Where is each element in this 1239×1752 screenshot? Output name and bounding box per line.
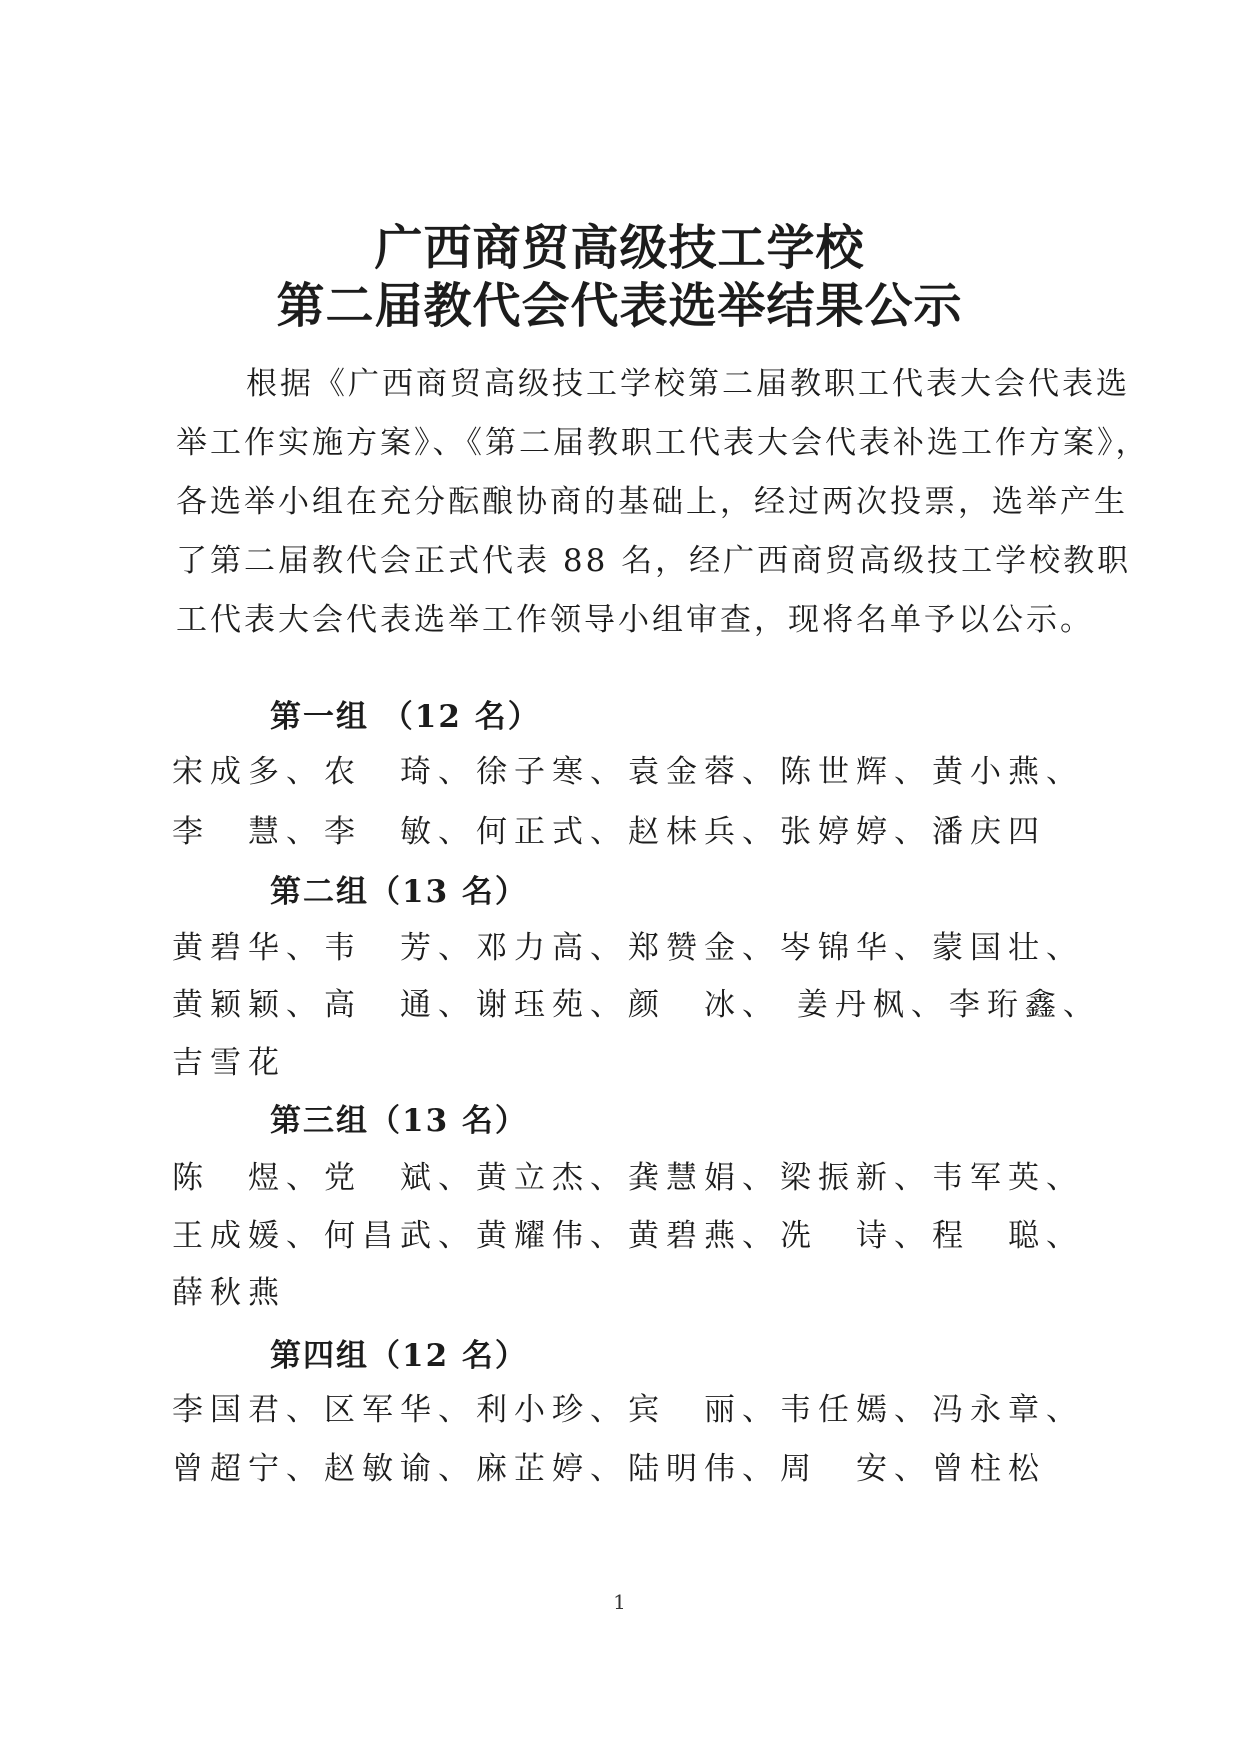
group-3-names-line: 陈 煜、党 斌、黄立杰、龚慧娟、梁振新、韦军英、 — [172, 1160, 1084, 1196]
group-4-names-line: 曾超宁、赵敏谕、麻芷婷、陆明伟、周 安、曾柱松 — [172, 1451, 1046, 1487]
paragraph-line: 了第二届教代会正式代表 88 名，经广西商贸高级技工学校教职 — [176, 543, 1132, 579]
group-1-names-line: 李 慧、李 敏、何正式、赵枺兵、张婷婷、潘庆四 — [172, 814, 1046, 850]
group-2-names-line: 黄碧华、韦 芳、邓力高、郑赞金、岑锦华、蒙国壮、 — [172, 930, 1084, 966]
group-2-names-line: 吉雪花 — [172, 1045, 286, 1081]
paragraph-line: 各选举小组在充分酝酿协商的基础上，经过两次投票，选举产生 — [176, 484, 1128, 520]
document-title-line-2: 第二届教代会代表选举结果公示 — [276, 278, 963, 334]
intro-paragraph — [176, 355, 1150, 650]
paragraph-line: 根据《广西商贸高级技工学校第二届教职工代表大会代表选 — [246, 366, 1130, 402]
group-3-heading: 第三组（13 名） — [270, 1103, 528, 1139]
group-2-heading: 第二组（13 名） — [270, 874, 528, 910]
group-1-heading: 第一组 （12 名） — [270, 699, 541, 735]
document-title-line-1: 广西商贸高级技工学校 — [374, 220, 865, 276]
group-3-names-line: 王成媛、何昌武、黄耀伟、黄碧燕、冼 诗、程 聪、 — [172, 1218, 1084, 1254]
paragraph-line: 工代表大会代表选举工作领导小组审查，现将名单予以公示。 — [176, 602, 1094, 638]
group-4-names-line: 李国君、区军华、利小珍、宾 丽、韦任嫣、冯永章、 — [172, 1392, 1084, 1428]
group-1-names-line: 宋成多、农 琦、徐子寒、袁金蓉、陈世辉、黄小燕、 — [172, 754, 1084, 790]
group-2-names-line: 黄颖颖、高 通、谢珏苑、颜 冰、 姜丹枫、李珩鑫、 — [172, 987, 1101, 1023]
group-3-names-line: 薛秋燕 — [172, 1275, 286, 1311]
paragraph-line: 举工作实施方案》、《第二届教职工代表大会代表补选工作方案》， — [176, 425, 1150, 461]
page-number: 1 — [613, 1590, 626, 1614]
group-4-heading: 第四组（12 名） — [270, 1338, 528, 1374]
